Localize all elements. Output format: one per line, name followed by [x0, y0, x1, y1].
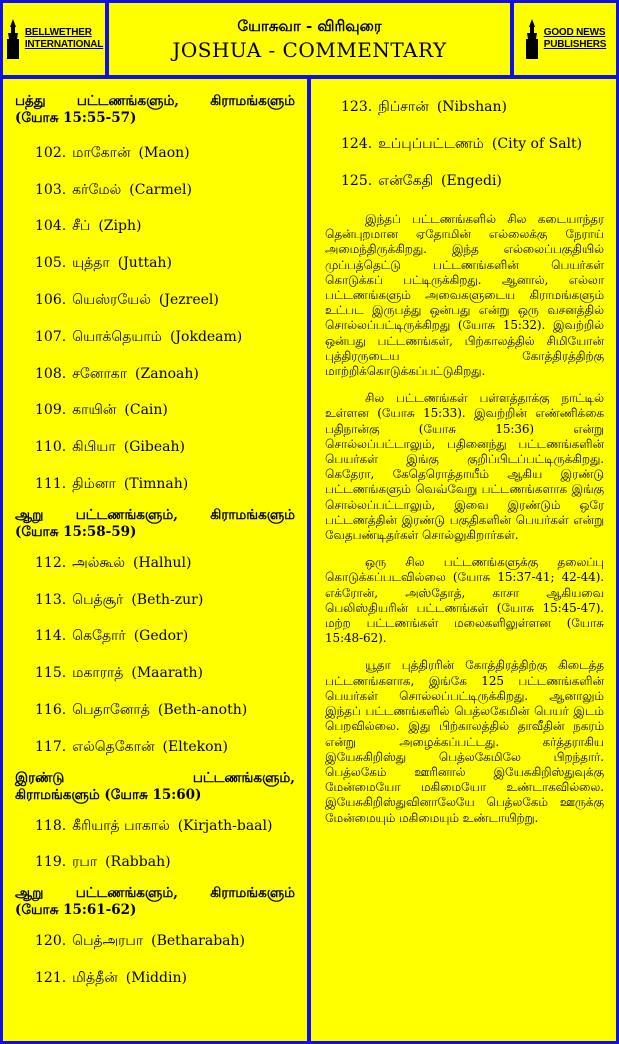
town-item: 120. பெத்அரபா (Betharabah) [35, 933, 245, 950]
commentary-paragraph: யூதா புத்திரரின் கோத்திரத்திற்கு கிடைத்த பட்டணங்களாக, இங்கே 125 பட்டணங்களின் பெயர்கள் சொல்லப்பட்டிருக்கிறது. ஆனாலும் இந்தப் பட்டணங்களில் பெத்லகேமின் பெயர் இடம் பெறவில்லை. இது பிற்காலத்தில் தாவீதின் நகரம் என்று அழைக்கப்பட்டது. கர்த்தராகிய இயேசுகிறிஸ்து பெத்லகேமிலே பிறந்தார். பெத்லகேம் ஊரினால் இயேசுகிறிஸ்துவுக்கு மேன்மையோ மகிமையோ உண்டாகவில்லை. இயேசுகிறிஸ்துவினாலேயே பெத்லகேம் ஊருக்கு மேன்மையும் மகிமையும் உண்டாயிற்று. [325, 658, 604, 825]
town-item: 102. மாகோன் (Maon) [35, 144, 190, 161]
left-logo-line2: INTERNATIONAL [24, 39, 104, 50]
town-item: 123. நிப்சான் (Nibshan) [341, 99, 508, 115]
town-item: 109. காயின் (Cain) [35, 402, 168, 419]
bell-tower-icon [5, 19, 21, 59]
page-header [109, 3, 510, 75]
town-item: 121. மித்தீன் (Middin) [35, 970, 187, 987]
right-column [311, 79, 616, 1041]
town-item: 106. யெஸ்ரயேல் (Jezreel) [35, 292, 219, 309]
bellwether-logo [3, 3, 105, 75]
town-item: 103. கர்மேல் (Carmel) [35, 181, 192, 198]
town-item: 125. என்கேதி (Engedi) [341, 173, 502, 189]
right-logo-line2: PUBLISHERS [543, 39, 607, 50]
commentary-paragraph: இந்தப் பட்டணங்களில் சில கடையாந்தர தென்புறமான ஏதோமின் எல்லைக்கு நேராய் அமைந்திருக்கிறது. இந்த எல்லைப்பகுதியில் முப்பத்தெட்டு பட்டணங்களின் பெயர்கள் கொடுக்கப் பட்டிருக்கிறது. ஆனால், எல்லா பட்டணங்களும் அவைகளுடைய கிராமங்களும் உட்பட இருபத்து ஒன்பது என்று ஒரு வசனத்தில் சொல்லப்பட்டிருக்கிறது (யோசு 15:32). இவற்றில் ஒன்பது பட்டணங்கள், பிற்காலத்தில் சிமியோன் புத்திரருடைய கோத்திரத்திற்கு மாற்றிக்கொடுக்கப்பட்டுகிறது. [325, 212, 604, 379]
town-item: 116. பெதானோத் (Beth-anoth) [35, 702, 248, 719]
town-item: 107. யொக்தெயாம் (Jokdeam) [35, 328, 243, 345]
left-logo-line1: BELLWETHER [24, 27, 92, 38]
section-heading: ஆறு பட்டணங்களும், கிராமங்களும் (யோசு 15:58-59) [15, 506, 295, 540]
bell-tower-icon [524, 19, 540, 59]
town-item: 124. உப்புப்பட்டணம் (City of Salt) [341, 136, 583, 152]
town-item: 117. எல்தெகோன் (Eltekon) [35, 738, 228, 755]
left-column [3, 79, 307, 1041]
right-logo-line1: GOOD NEWS [543, 27, 606, 38]
town-item: 112. அல்கூல் (Halhul) [35, 554, 192, 571]
section-heading: ஆறு பட்டணங்களும், கிராமங்களும் (யோசு 15:61-62) [15, 885, 295, 919]
town-item: 105. யுத்தா (Juttah) [35, 255, 172, 272]
town-item: 104. சீப் (Ziph) [35, 218, 142, 235]
town-item: 119. ரபா (Rabbah) [35, 854, 171, 871]
commentary-paragraph: ஒரு சில பட்டணங்களுக்கு தலைப்பு கொடுக்கப்படவில்லை (யோசு 15:37-41; 42-44). எக்ரோன், அஸ்தோத், காசா ஆகியவை பெலிஸ்தியரின் பட்டணங்கள் (யோசு 15:45-47). மற்ற பட்டணங்கள் மலைகளிலுள்ளன (யோசு 15:48-62). [325, 555, 604, 646]
town-item: 115. மகாராத் (Maarath) [35, 665, 204, 682]
town-item: 110. கிபியா (Gibeah) [35, 439, 185, 456]
town-item: 114. கெதோர் (Gedor) [35, 628, 189, 645]
town-item: 118. கீரியாத் பாகால் (Kirjath-baal) [35, 817, 273, 834]
commentary-paragraph: சில பட்டணங்கள் பள்ளத்தாக்கு நாட்டில் உள்ளன (யோசு 15:33). இவற்றின் எண்ணிக்கை பதிநான்கு (யோசு 15:36) என்று சொல்லப்பட்டாலும், பதினைந்து பட்டணங்களின் பெயர்கள் இங்கு குறிப்பிடப்பட்டிருக்கிறது. கெதேரா, கேதெரொத்தாயீம் ஆகிய இரண்டு பட்டணங்களும் வெவ்வேறு பட்டணங்களாக இங்கு சொல்லப்பட்டாலும், இவை இரண்டும் ஒரே பட்டணத்தின் இரண்டு பகுதிகளின் பெயர்கள் என்று வேதபண்டிதர்கள் சொல்லுகிறார்கள். [325, 391, 604, 543]
section-heading: பத்து பட்டணங்களும், கிராமங்களும் (யோசு 15:55-57) [15, 93, 295, 126]
town-item: 111. திம்னா (Timnah) [35, 476, 189, 493]
town-item: 108. சனோகா (Zanoah) [35, 365, 199, 382]
title-tamil: யோசுவா - விரிவுரை [237, 17, 382, 35]
good-news-logo [514, 3, 616, 75]
town-item: 113. பெத்சூர் (Beth-zur) [35, 591, 204, 608]
title-english: JOSHUA - COMMENTARY [172, 38, 447, 62]
section-heading: இரண்டு பட்டணங்களும், கிராமங்களும் (யோசு 15:60) [15, 769, 295, 803]
